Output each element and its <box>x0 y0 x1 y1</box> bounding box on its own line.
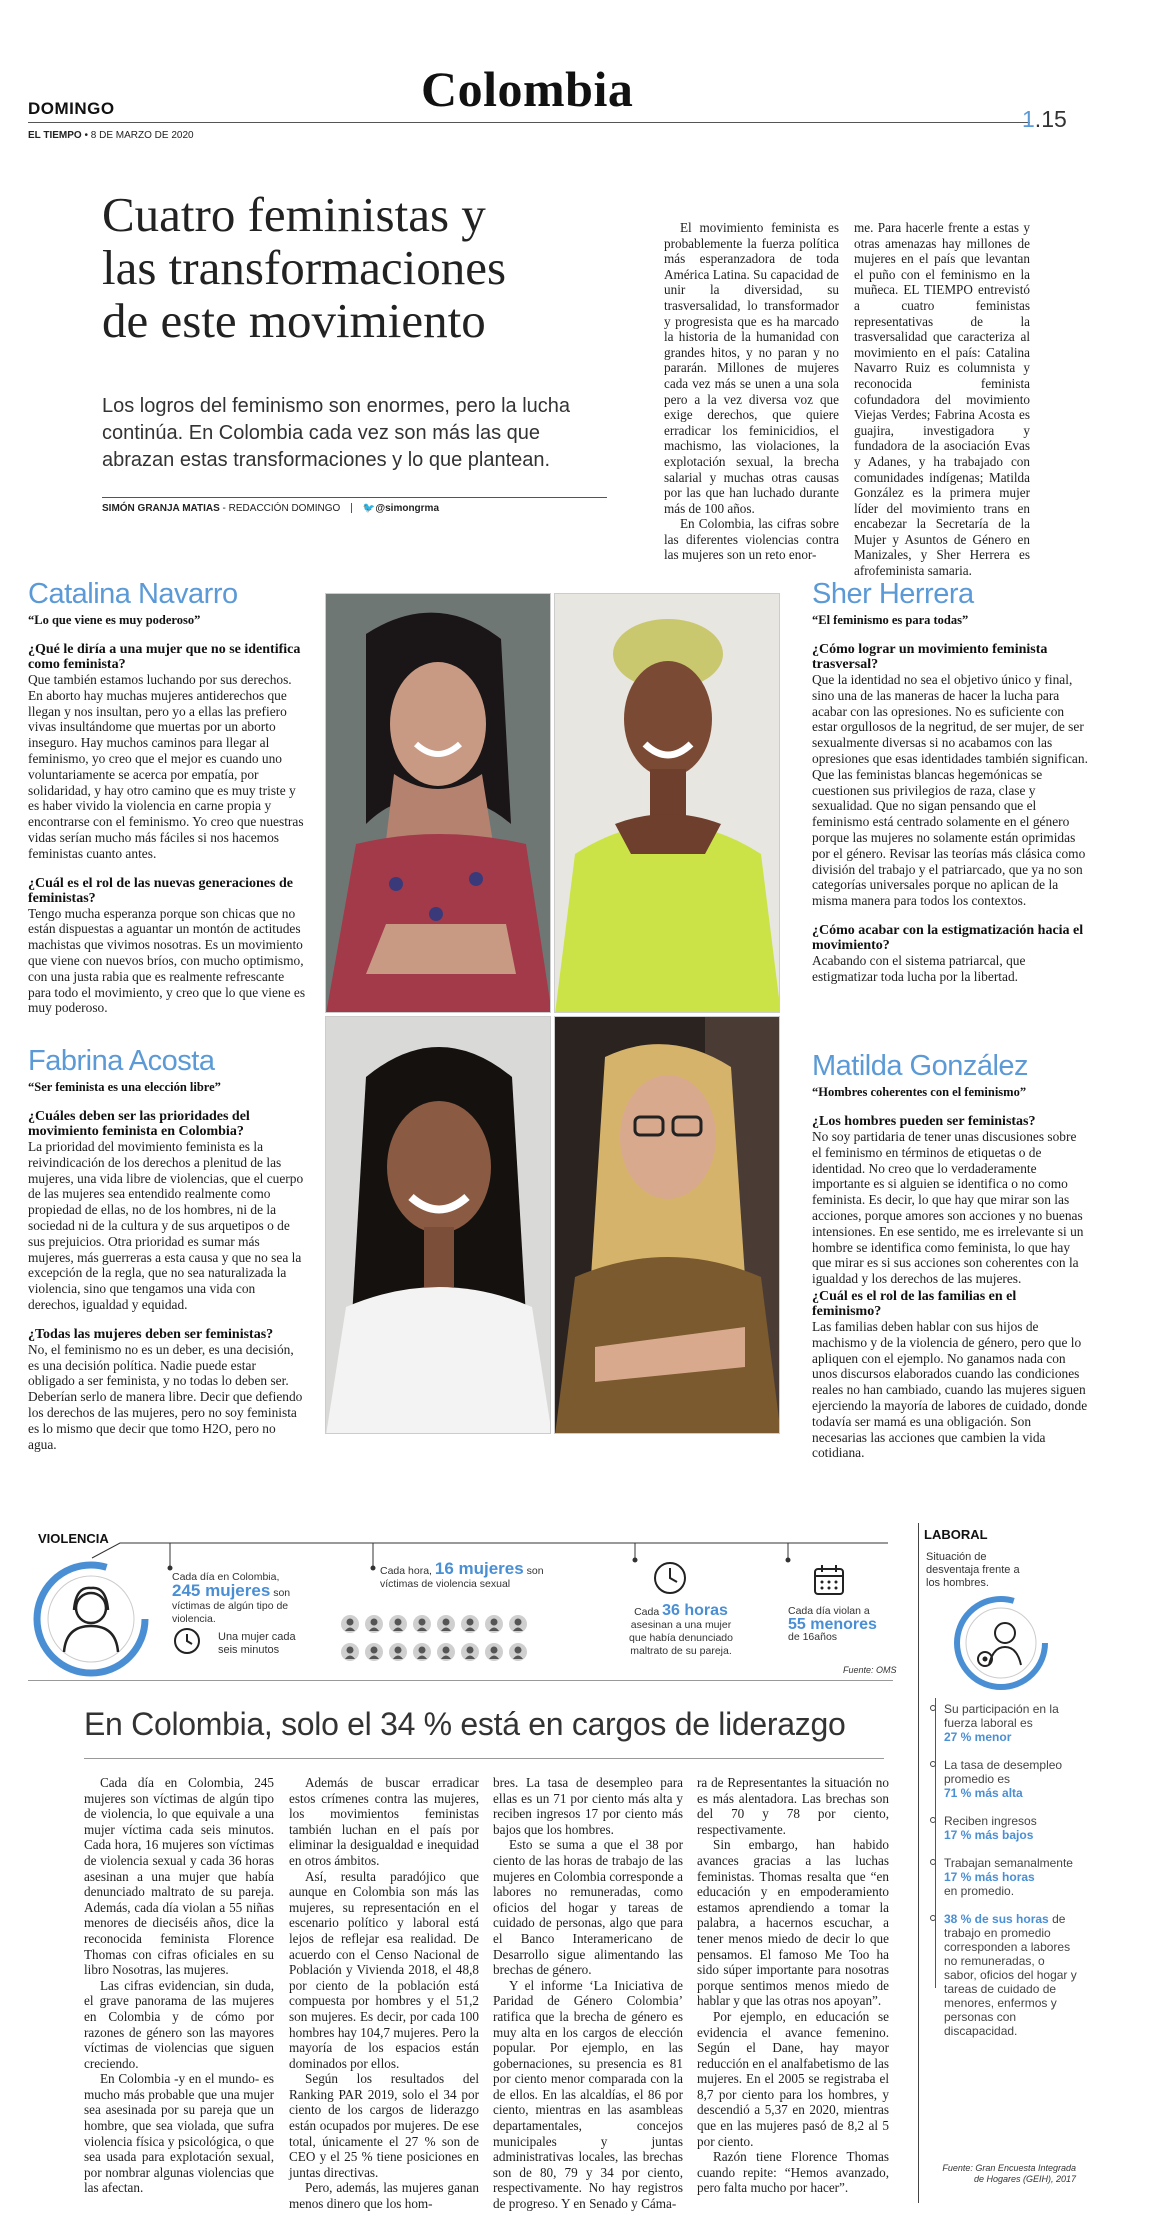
woman-icon <box>32 1560 150 1678</box>
profile-matilda <box>812 1050 1088 1475</box>
photo-sher <box>554 593 780 1013</box>
article-title: Cuatro feministas y las transformaciones de este movimiento <box>102 187 507 348</box>
profile-fabrina <box>28 1045 306 1466</box>
question: ¿Qué le diría a una mujer que no se identifica como feminista? <box>28 642 301 672</box>
profile-name: Fabrina Acosta <box>28 1045 215 1077</box>
woman-figure-icon <box>365 1615 383 1633</box>
laboral-item: Reciben ingresos 17 % más bajos <box>940 1814 1080 1842</box>
woman-figure-icon <box>341 1615 359 1633</box>
laboral-item: Trabajan semanalmente 17 % más horas en promedio. <box>940 1856 1080 1898</box>
woman-figure-icon <box>437 1643 455 1661</box>
woman-figure-icon <box>389 1615 407 1633</box>
question: ¿Todas las mujeres deben ser feministas? <box>28 1326 274 1342</box>
woman-figure-icon <box>413 1643 431 1661</box>
stat-245: Cada día en Colombia, 245 mujeres son víctimas de algún tipo de violencia. <box>172 1571 291 1625</box>
source-geih: Fuente: Gran Encuesta Integrada de Hogares (GEIH), 2017 <box>942 2163 1076 2184</box>
woman-figure-icon <box>509 1615 527 1633</box>
woman-figure-icon <box>341 1643 359 1661</box>
page-number: 1.15 <box>1022 106 1067 132</box>
laboral-item: 38 % de sus horas de trabajo en promedio corresponden a labores no remuneradas, o sabor, oficios del hogar y tareas de cuidado de menores, enfermos y personas con discapacidad. <box>940 1912 1080 2038</box>
woman-figure-icon <box>485 1643 503 1661</box>
source-oms: Fuente: OMS <box>843 1665 897 1675</box>
profile-name: Catalina Navarro <box>28 578 238 610</box>
profile-quote: “Hombres coherentes con el feminismo” <box>812 1085 1027 1099</box>
stat-55: Cada día violan a 55 menores de 16años <box>788 1605 877 1643</box>
woman-figure-icon <box>365 1643 383 1661</box>
worker-icon <box>953 1595 1049 1691</box>
bottom-column-4: ra de Representantes la situación no es más alentadora. Las brechas son del 70 y 78 por ciento, respectivamente. Sin embargo, han habido avances gracias a las luchas feministas. Thomas resalta que “en educación y en empoderamiento estamos aprendiendo a tomar la palabra, a hacernos escuchar, a tener menos miedo de decir lo que pensamos. El famoso Me Too ha sido súper importante para nosotras porque sentimos menos miedo de hablar y que las otras nos apoyan”. Por ejemplo, en educación se evidencia el avance femenino. Según el Dane, hay mayor reducción en el analfabetismo de las mujeres. En el 2005 se registraba el 8,7 por ciento para los hombres, y descendió a 5,37 en 2020, mientras que en las mujeres pasó de 8,2 al 5 por ciento. Razón tiene Florence Thomas cuando repite: “Hemos avanzado, pero falta mucho por hacer”. <box>697 1775 889 2196</box>
woman-figure-icon <box>413 1615 431 1633</box>
article-subtitle: Los logros del feminismo son enormes, pero la lucha continúa. En Colombia cada vez son más las que abrazan estas transformaciones y lo que plantean. <box>102 395 571 471</box>
twitter-icon: 🐦 <box>362 503 376 514</box>
answer: Acabando con el sistema patriarcal, que estigmatizar toda lucha por la libertad. <box>812 952 1026 984</box>
photo-fabrina <box>325 1016 551 1434</box>
woman-figure-icon <box>437 1615 455 1633</box>
byline-rule <box>102 497 607 498</box>
question: ¿Cuál es el rol de las familias en el feminismo? <box>812 1288 1017 1319</box>
women-grid <box>340 1612 540 1662</box>
woman-figure-icon <box>485 1615 503 1633</box>
profile-quote: “Ser feminista es una elección libre” <box>28 1080 221 1094</box>
twitter-handle[interactable]: @simongrma <box>375 503 440 514</box>
byline: SIMÓN GRANJA MATIAS - REDACCIÓN DOMINGO 🐦@simongrma <box>102 503 440 514</box>
profile-quote: “El feminismo es para todas” <box>812 613 969 627</box>
day-label: DOMINGO <box>28 99 115 118</box>
laboral-item: Su participación en la fuerza laboral es 27 % menor <box>940 1702 1080 1744</box>
question: ¿Cuál es el rol de las nuevas generaciones de feministas? <box>28 875 293 906</box>
woman-figure-icon <box>461 1615 479 1633</box>
hourglass-icon <box>652 1560 688 1596</box>
profile-sher <box>812 578 1088 999</box>
profile-name: Matilda González <box>812 1050 1029 1082</box>
answer: Que también estamos luchando por sus derechos. En aborto hay muchas mujeres antiderechos que llegan y nos insultan, pero yo a ellas las prefiero vivas insultándome que muertas por un aborto inseguro. Hay muchos caminos para llegar al feminismo, yo creo que el mejor es cuando uno voluntariamente se acerca por empatía, por solidaridad, y hay otro camino que es muy triste y es haber vivido la violencia en carne propia y encontrarse con el feminismo. Yo creo que nuestras vidas serían mucho más fáciles si nos hacemos feministas cuanto antes. <box>28 672 304 861</box>
answer: Tengo mucha esperanza porque son chicas que no están dispuestas a aguantar un montón de actitudes machistas que vivimos nosotras. Es un movimiento que viene con nuevos bríos, con mucho optimismo, con una justa rabia que es realmente refrescante para todo el movimiento, y creo que lo que viene es muy poderoso. <box>28 905 306 1016</box>
violencia-title: VIOLENCIA <box>38 1531 109 1546</box>
stat-36: Cada 36 horas asesinan a una mujer que había denunciado maltrato de su pareja. <box>629 1602 733 1657</box>
bottom-column-3: bres. La tasa de desempleo para ellas es un 71 por ciento más alta y reciben ingresos 17 por ciento más bajos que los hombres. Esto se suma a que el 38 por ciento de las horas de trabajo de las mujeres en Colombia corresponde a labores no remuneradas, como oficios del hogar y tareas de cuidado de personas, algo que para el Banco Interamericano de Desarrollo sigue alimentando las brechas de género. Y el informe ‘La Iniciativa de Paridad de Género Colombia’ ratifica que la brecha de género es muy alta en los cargos de elección popular. Por ejemplo, en las gobernaciones, su presencia es 81 por ciento menor comparada con la de ellos. En las alcaldías, el 86 por ciento, mientras en las asambleas departamentales, concejos municipales y juntas administrativas locales, las brechas son de 80, 79 y 34 por ciento, respectivamente. No hay registros de progreso. Y en Senado y Cáma- <box>493 1775 683 2212</box>
woman-figure-icon <box>389 1643 407 1661</box>
question: ¿Cuáles deben ser las prioridades del movimiento feminista en Colombia? <box>28 1109 250 1139</box>
intro-column-1: El movimiento feminista es probablemente la fuerza política más esperanzadora de toda América Latina. Su capacidad de unir la diversidad, su trasversalidad, lo transformador y progresista que es ha marcado la historia de la humanidad con grandes hitos, y no paran y no pararán. Millones de mujeres cada vez más se unen a una sola pero a la vez diversa voz que exige derechos, que quiere erradicar los feminicidios, el machismo, las violaciones, la explotación sexual, la brecha salarial y muchas otras causas por las que han luchado durante más de 100 años. En Colombia, las cifras sobre las diferentes violencias contra las mujeres son un reto enor- <box>664 220 839 563</box>
woman-figure-icon <box>461 1643 479 1661</box>
photo-catalina <box>325 593 551 1013</box>
bottom-headline: En Colombia, solo el 34 % está en cargos de liderazgo <box>84 1706 846 1742</box>
profile-catalina <box>28 578 306 1030</box>
laboral-subtitle: Situación de desventaja frente a los hombres. <box>926 1551 1020 1589</box>
date: 8 DE MARZO DE 2020 <box>90 130 194 141</box>
photo-matilda <box>554 1016 780 1434</box>
section-title: Colombia <box>421 61 634 117</box>
answer: La prioridad del movimiento feminista es la reivindicación de los derechos a plenitud de las mujeres, una vida libre de violencias, que el cuerpo de las mujeres sea entendido realmente como propiedad de ellas, no de los hombres, ni de la sociedad ni de la cultura y de sus arquetipos o de sus prejuicios. Otra prioridad es sumar más mujeres, más guerreras a esta causa y que no sea la excepción de la regla, que no sea naturalizada la violencia, sino que tengamos una vida con derechos, igualdad y equidad. <box>28 1139 304 1312</box>
header-rule <box>28 122 1030 123</box>
laboral-box <box>918 1523 919 2203</box>
profile-name: Sher Herrera <box>812 578 974 610</box>
bottom-column-2: Además de buscar erradicar estos crímenes contra las mujeres, los movimientos feministas también luchan en el país por eliminar la desigualdad e inequidad en otros ámbitos. Así, resulta paradójico que aunque en Colombia son más las mujeres, su representación en el escenario político y laboral está lejos de reflejar esa realidad. De acuerdo con el Censo Nacional de Población y Vivienda 2018, el 48,8 por ciento de la población está compuesta por hombres y el 51,2 son mujeres. Es decir, por cada 100 hombres hay 104,7 mujeres. Pero la mayoría de los espacios están dominados por ellos. Según los resultados del Ranking PAR 2019, solo el 34 por ciento de los cargos de liderazgo están ocupados por mujeres. De ese total, únicamente el 27 % son de CEO y el 25 % tiene posiciones en juntas directivas. Pero, además, las mujeres ganan menos dinero que los hom- <box>289 1775 479 2212</box>
question: ¿Cómo lograr un movimiento feminista trasversal? <box>812 642 1048 672</box>
answer: No, el feminismo no es un deber, es una decisión, es una decisión política. Nadie puede estar obligado a ser feminista, y no todas lo deben ser. Deberían serlo de manera libre. Decir que defiendo los derechos de las mujeres, pero no soy feminista es lo mismo que decir que tomo H2O, pero no agua. <box>28 1341 303 1452</box>
bottom-column-1: Cada día en Colombia, 245 mujeres son víctimas de algún tipo de violencia, lo que equivale a una mujer víctima cada seis minutos. Cada hora, 16 mujeres son víctimas de violencia sexual y cada 36 horas asesinan a una mujer que había denunciado maltrato de su pareja. Además, cada día violan a 55 niñas menores de dieciséis años, dice la reconocida feminista Florence Thomas con cifras oficiales en su libro Nosotras, las mujeres. Las cifras evidencian, sin duda, el grave panorama de las mujeres en Colombia y de cómo por razones de género son las mayores víctimas de violencias que siguen creciendo. En Colombia -y en el mundo- es mucho más probable que una mujer sea asesinada por su pareja que un hombre, que sea violada, que sufra violencia física y psicológica, o que sea usada para explotación sexual, por nombrar algunas violencias que las afectan. <box>84 1775 274 2196</box>
answer: No soy partidaria de tener unas discusiones sobre el feminismo en términos de etiquetas o de identidad. No creo que lo verdaderamente importante es si alguien se identifica o no como feminista. Es decir, lo que hay que mirar son las acciones, porque amores son acciones y no buenas intensiones. En ese sentido, me es irrelevante si un hombre se identifica como feminista, lo que hay que mirar es si sus acciones son coherentes con la igualdad y los derechos de las mujeres. <box>812 1129 1084 1287</box>
paper-name: EL TIEMPO <box>28 130 82 141</box>
answer: Que la identidad no sea el objetivo único y final, sino una de las maneras de hacer la lucha para acabar con las opresiones. No es suficiente con estar orgullosos de la negritud, de ser mujer, de ser sexualmente diversas si no acabamos con las opresiones que esas identidades también significan. <box>812 672 1088 766</box>
question: ¿Los hombres pueden ser feministas? <box>812 1114 1036 1129</box>
laboral-line <box>935 1698 936 1988</box>
stat-six-minutes: Una mujer cada seis minutos <box>218 1631 296 1656</box>
answer: Las familias deben hablar con sus hijos de machismo y de la violencia de género, pero que lo apliquen con el ejemplo. No ganamos nada con unos discursos elaborados cuando las condiciones reales no han cambiado, cuando las mujeres siguen ejerciendo la mayoría de labores de cuidado, donde todavía ser mamá es una obligación. Son necesarias las acciones que cambien la vida cotidiana. <box>812 1318 1088 1461</box>
violencia-bottom-rule <box>28 1680 893 1681</box>
intro-column-2: me. Para hacerle frente a estas y otras amenazas hay millones de mujeres en el país que levantan el puño con el feminismo en la muñeca. EL TIEMPO entrevistó a cuatro feministas representativas de la trasversalidad que caracteriza al movimiento en el país: Catalina Navarro Ruiz es columnista y reconocida feminista cofundadora del movimiento Viejas Verdes; Fabrina Acosta es guajira, investigadora y fundadora de la asociación Evas y Adanes, y ha trabajado con comunidades indígenas; Matilda González es la primera mujer líder del movimiento trans en encabezar la Secretaría de la Mujer y Asuntos de Género en Manizales, y Sher Herrera es afrofeminista samaria. <box>854 220 1030 579</box>
laboral-item: La tasa de desempleo promedio es 71 % más alta <box>940 1758 1080 1800</box>
answer: Que las feministas blancas hegemónicas se cuestionen sus privilegios de raza, clase y sexualidad. Que no sigan pensando que el feminismo está centrado solamente en el género porque las mujeres no solamente están oprimidas por el género. Revisar las teorías más clásica como división del trabajo y el patriarcado, que ya no son categorías universales porque no aplican de la misma manera para todos los contextos. <box>812 766 1086 909</box>
stat-16: Cada hora, 16 mujeres son víctimas de violencia sexual <box>380 1559 544 1590</box>
laboral-title: LABORAL <box>924 1527 988 1542</box>
laboral-list <box>940 1702 1080 2052</box>
clock-icon <box>172 1626 202 1656</box>
headline-rule <box>84 1758 884 1759</box>
dateline: EL TIEMPO • 8 DE MARZO DE 2020 <box>28 130 194 141</box>
calendar-icon <box>812 1563 846 1597</box>
woman-figure-icon <box>509 1643 527 1661</box>
question: ¿Cómo acabar con la estigmatización hacia el movimiento? <box>812 922 1084 953</box>
profile-quote: “Lo que viene es muy poderoso” <box>28 613 201 627</box>
